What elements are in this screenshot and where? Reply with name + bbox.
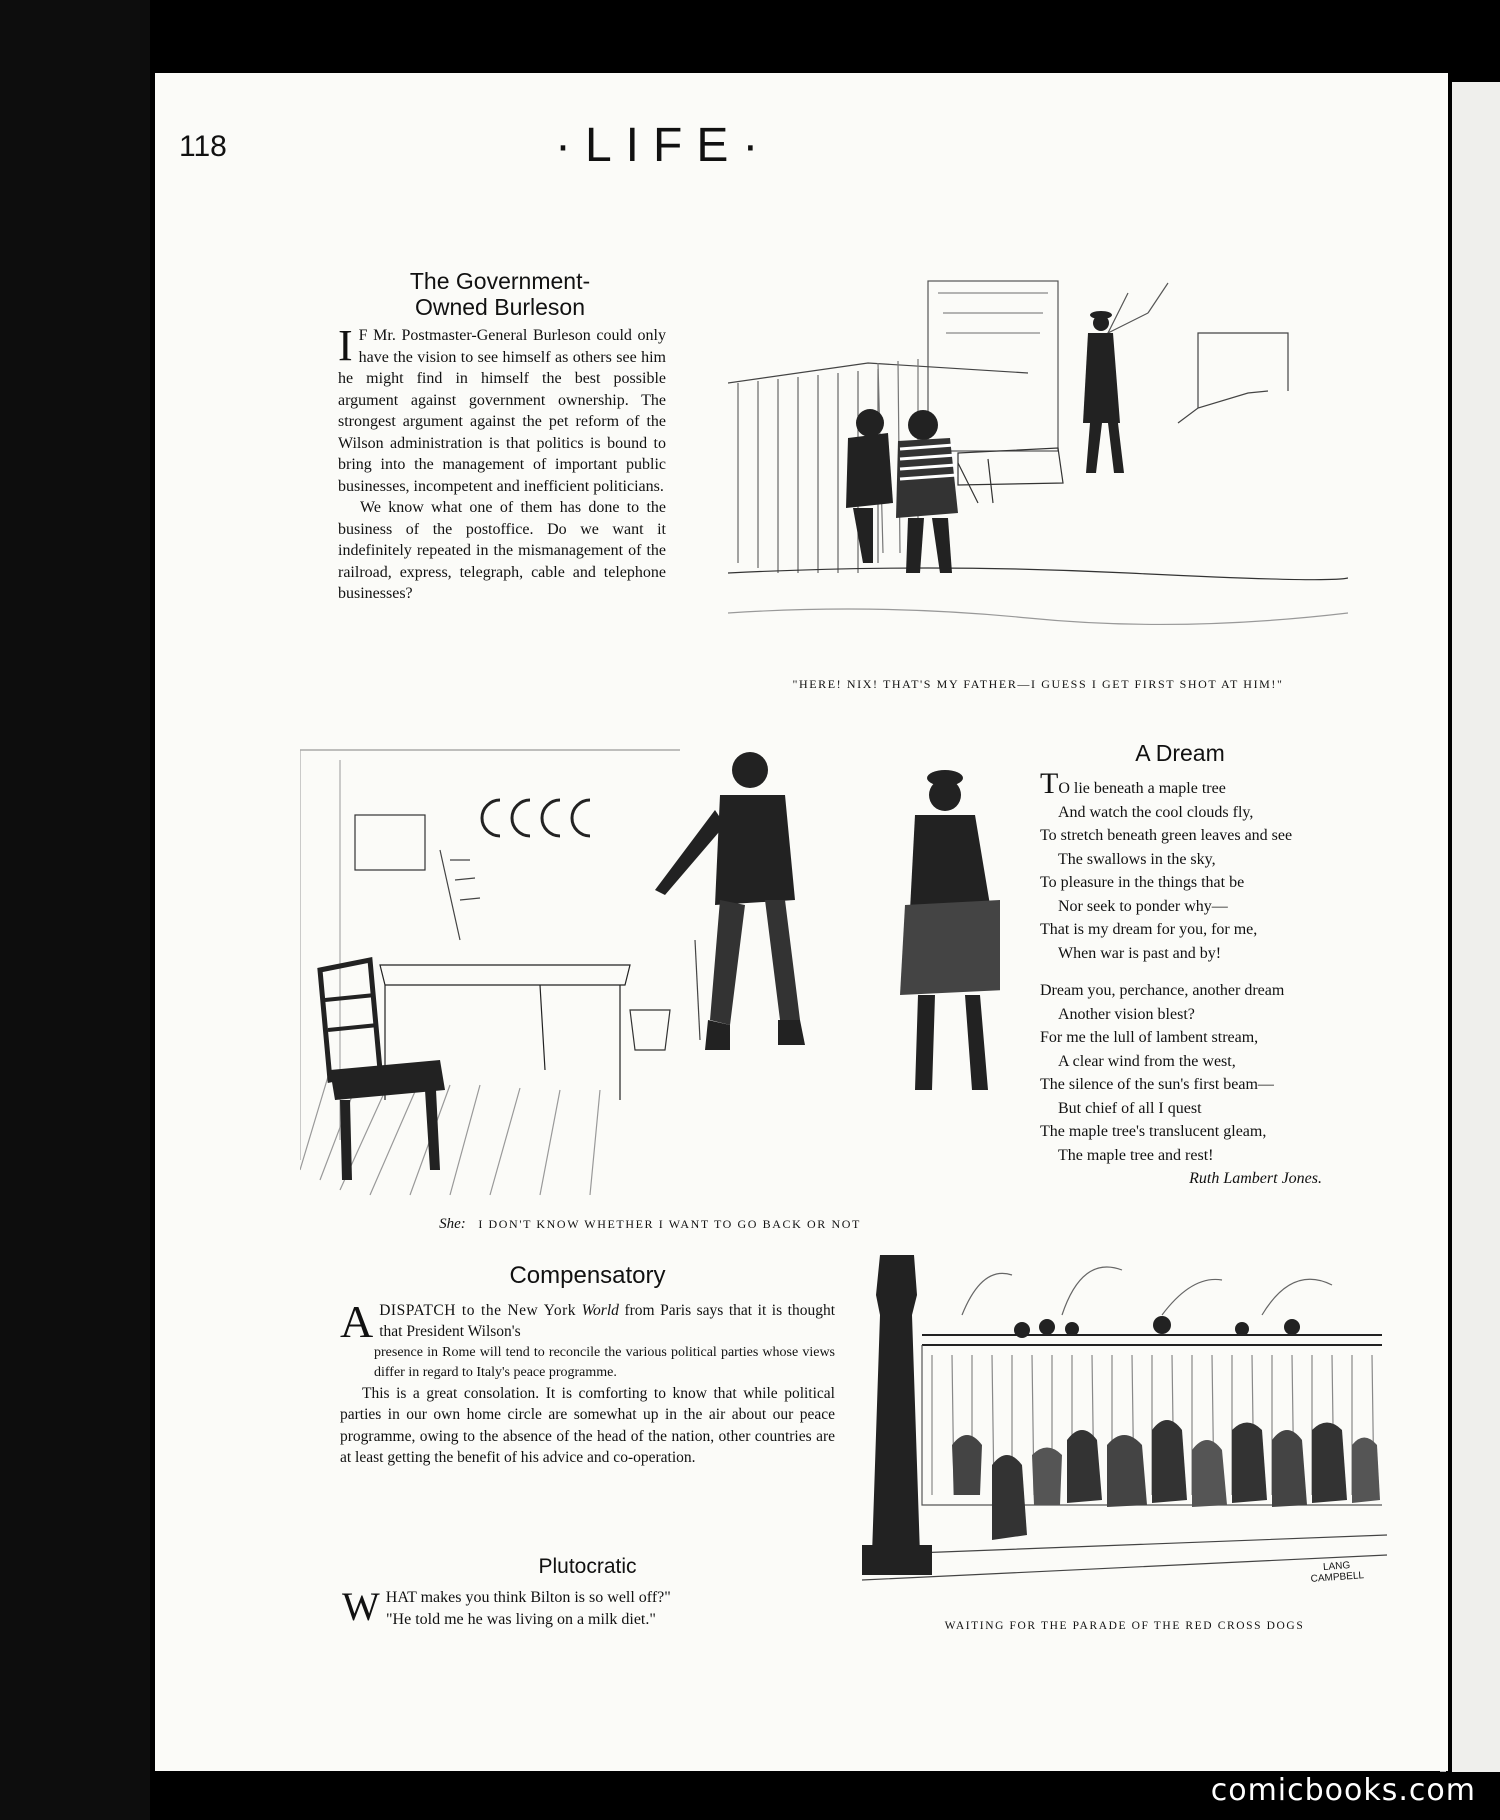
- paragraph: This is a great consolation. It is comforting to know that while political parties in our own home circle are somewhat up in the air about our peace programme, owing to the absence of the head of the nation, other countries are at least getting the benefit of his advice and co-operation.: [340, 1384, 835, 1467]
- drop-cap: I: [338, 321, 353, 370]
- poem-line: TO lie beneath a maple tree: [1040, 767, 1226, 801]
- drop-cap: T: [1040, 767, 1059, 801]
- poem-a-dream: [1040, 740, 1340, 1191]
- dogs-on-wall-drawing: [862, 1255, 1387, 1595]
- article-body: [340, 1584, 835, 1630]
- caption-text: I DON'T KNOW WHETHER I WANT TO GO BACK OR NOT: [478, 1217, 861, 1231]
- poem-line: The maple tree's translucent gleam,: [1040, 1123, 1267, 1141]
- article-title: Plutocratic: [538, 1555, 637, 1578]
- stanza-break: [1040, 965, 1340, 979]
- poem-line: To stretch beneath green leaves and see: [1040, 827, 1293, 845]
- article-title: The Government-Owned Burleson: [409, 268, 591, 321]
- poem-line: Dream you, perchance, another dream: [1040, 982, 1285, 1000]
- poem-author: Ruth Lambert Jones.: [1189, 1170, 1322, 1188]
- drop-cap: W: [342, 1584, 380, 1630]
- scan-background: [0, 0, 150, 1820]
- poem-line: But chief of all I quest: [1058, 1099, 1202, 1117]
- article-plutocratic: [340, 1555, 835, 1630]
- site-watermark: comicbooks.com: [1210, 1773, 1476, 1808]
- poem-line: Another vision blest?: [1058, 1005, 1195, 1023]
- paragraph: WHAT makes you think Bilton is so well off?": [342, 1584, 671, 1630]
- masthead: ·LIFE·: [555, 119, 773, 172]
- page-number: 118: [179, 130, 227, 163]
- article-government-owned-burleson: [330, 268, 670, 321]
- poem-line: The silence of the sun's first beam—: [1040, 1076, 1274, 1094]
- paragraph: [338, 321, 666, 497]
- cartoon-caption: "HERE! NIX! THAT'S MY FATHER—I GUESS I GET FIRST SHOT AT HIM!": [792, 677, 1284, 691]
- cartoon-snowball-illustration: [728, 273, 1348, 651]
- poem-line: For me the lull of lambent stream,: [1040, 1029, 1259, 1047]
- cartoon-caption: WAITING FOR THE PARADE OF THE RED CROSS DOGS: [944, 1620, 1305, 1632]
- poem-line: And watch the cool clouds fly,: [1058, 803, 1254, 821]
- article-compensatory: [340, 1262, 835, 1469]
- poem-line: Nor seek to ponder why—: [1058, 897, 1228, 915]
- article-body: [338, 321, 666, 605]
- cartoon-soldier-couple-illustration: [300, 740, 1000, 1200]
- paragraph-text: F Mr. Postmaster-General Burleson could only have the vision to see himself as others see him he might find in himself the best possible argument against government ownership. The strongest argument against the pet reform of the Wilson administration is that politics is bound to bring into the management of important public businesses, incompetent and inefficient politicians.: [338, 327, 666, 495]
- article-title: Compensatory: [509, 1262, 666, 1289]
- drop-cap: A: [340, 1295, 374, 1347]
- next-page-edge: [1452, 82, 1500, 1772]
- snow-scene-drawing: [728, 273, 1348, 651]
- poem-body: [1040, 767, 1340, 1191]
- poem-line: When war is past and by!: [1058, 944, 1222, 962]
- poem-line: The swallows in the sky,: [1058, 850, 1216, 868]
- poem-line: That is my dream for you, for me,: [1040, 921, 1258, 939]
- cartoon-red-cross-dogs-illustration: [862, 1255, 1387, 1595]
- poem-title: A Dream: [1135, 740, 1225, 766]
- poem-line: To pleasure in the things that be: [1040, 874, 1245, 892]
- cartoon-caption: [300, 1216, 1000, 1233]
- paragraph: We know what one of them has done to the business of the postoffice. Do we want it indefinitely repeated in the mismanagement of the railroad, express, telegraph, cable and telephone businesses?: [338, 499, 666, 602]
- poem-line: The maple tree and rest!: [1058, 1146, 1214, 1164]
- kitchen-scene-drawing: [300, 740, 1000, 1200]
- paragraph: A DISPATCH to the New York World from Paris says that it is thought that President Wilson's: [340, 1295, 836, 1347]
- paragraph: presence in Rome will tend to reconcile the various political parties whose views differ in regard to Italy's peace programme.: [374, 1344, 835, 1380]
- artist-signature: LANG CAMPBELL: [1310, 1560, 1365, 1585]
- paragraph: "He told me he was living on a milk diet.": [386, 1610, 656, 1628]
- poem-line: A clear wind from the west,: [1058, 1052, 1236, 1070]
- article-body: [340, 1295, 836, 1469]
- caption-speaker: She:: [439, 1216, 466, 1232]
